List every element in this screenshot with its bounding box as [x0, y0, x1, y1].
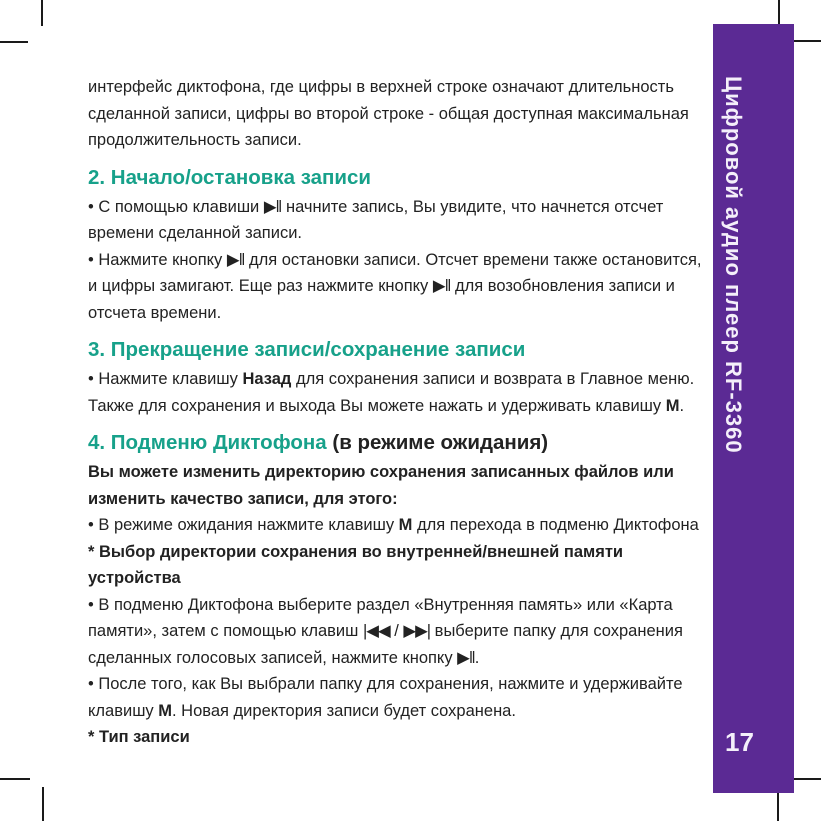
paragraph: • В подменю Диктофона выберите раздел «Внутренняя память» или «Карта памяти», затем с помощью клавиш |◀◀ / ▶▶| выберите папку для сохранения сделанных голосовых записей, нажмите кнопку ▶‖.	[88, 595, 683, 667]
crop-mark-bottom-left-vertical	[42, 787, 44, 821]
play-pause-icon: ▶‖	[457, 648, 475, 667]
paragraph: * Тип записи	[88, 728, 190, 746]
crop-mark-top-left-horizontal	[0, 41, 28, 43]
paragraph: * Выбор директории сохранения во внутренней/внешней памяти устройства	[88, 542, 624, 587]
play-pause-icon: ▶‖	[432, 277, 451, 295]
paragraph: • После того, как Вы выбрали папку для сохранения, нажмите и удерживайте клавишу М. Новая директория записи будет сохранена.	[88, 675, 683, 720]
next-track-icon: ▶▶|	[403, 622, 431, 640]
play-pause-icon: ▶‖	[263, 197, 282, 216]
section-heading: 4. Подменю Диктофона (в режиме ожидания)	[88, 431, 549, 454]
page-number: 17	[725, 727, 754, 757]
crop-mark-top-left-vertical	[41, 0, 43, 26]
sidebar-title: Цифровой аудио плеер RF-3360	[721, 76, 746, 454]
play-pause-icon: ▶‖	[226, 250, 245, 269]
paragraph: • В режиме ожидания нажмите клавишу М для перехода в подменю Диктофона	[88, 516, 699, 534]
sidebar	[713, 24, 794, 793]
previous-track-icon: |◀◀	[362, 622, 390, 640]
paragraph: • С помощью клавиши ▶‖ начните запись, Вы увидите, что начнется отсчет времени сделанной записи.	[88, 197, 664, 242]
paragraph: интерфейс диктофона, где цифры в верхней строке означают длительность сделанной записи, цифры во второй строке - общая доступная максимальная продолжительность записи.	[88, 78, 689, 149]
section-heading: 2. Начало/остановка записи	[88, 165, 372, 189]
crop-mark-bottom-left-horizontal	[0, 778, 30, 780]
page-content	[88, 74, 702, 751]
paragraph: • Нажмите клавишу Назад для сохранения записи и возврата в Главное меню. Также для сохранения и выхода Вы можете нажать и удерживать клавишу М.	[88, 370, 695, 415]
section-heading: 3. Прекращение записи/сохранение записи	[88, 338, 526, 361]
crop-mark-bottom-right-horizontal	[791, 778, 821, 780]
paragraph: • Нажмите кнопку ▶‖ для остановки записи. Отсчет времени также остановится, и цифры замигают. Еще раз нажмите кнопку ▶‖ для возобновления записи и отсчета времени.	[88, 250, 702, 322]
paragraph: Вы можете изменить директорию сохранения записанных файлов или изменить качество записи, для этого:	[88, 463, 674, 508]
